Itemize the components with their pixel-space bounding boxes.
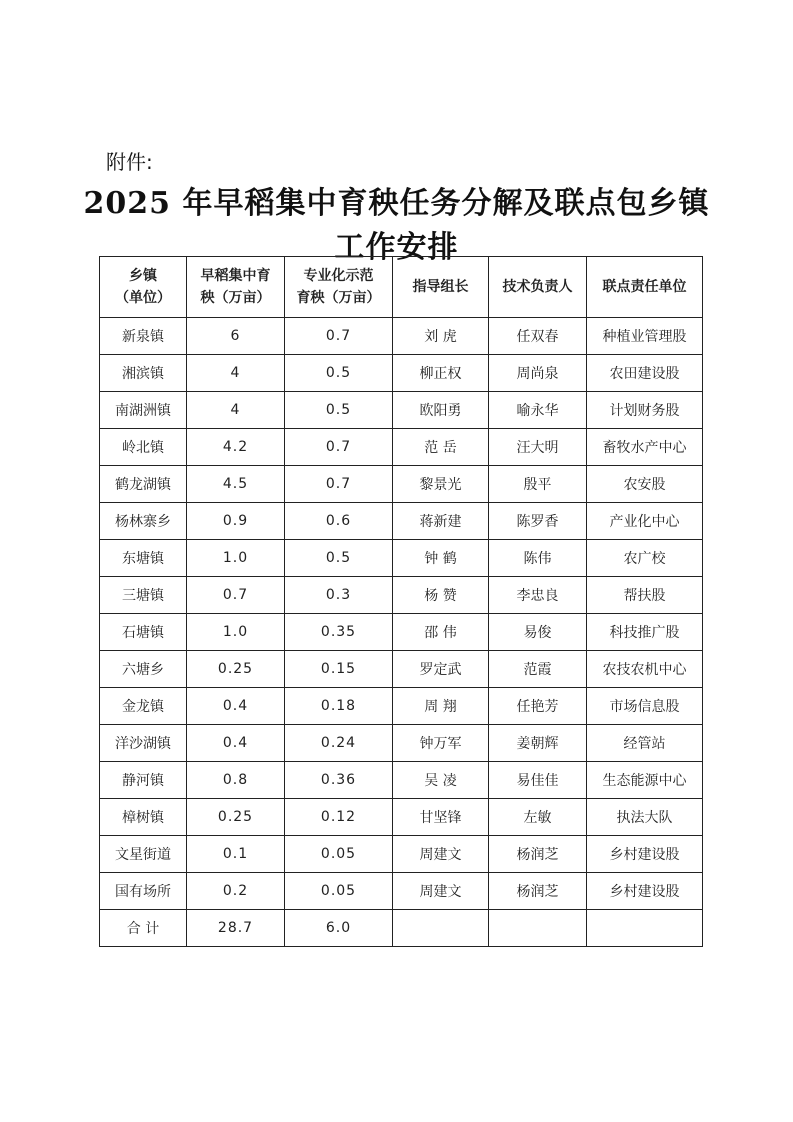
cell-town: 三塘镇 bbox=[100, 577, 187, 614]
header-demo bbox=[285, 257, 393, 318]
cell-tech: 喻永华 bbox=[489, 392, 587, 429]
table-row bbox=[100, 873, 703, 910]
cell-tech: 易佳佳 bbox=[489, 762, 587, 799]
header-town bbox=[100, 257, 187, 318]
cell-demo: 0.6 bbox=[285, 503, 393, 540]
cell-early: 0.4 bbox=[187, 688, 285, 725]
table-header bbox=[100, 257, 703, 318]
cell-unit: 生态能源中心 bbox=[587, 762, 703, 799]
cell-demo: 0.5 bbox=[285, 355, 393, 392]
header-tech-line1: 技术负责人 bbox=[502, 279, 573, 295]
cell-demo: 0.7 bbox=[285, 318, 393, 355]
cell-town: 六塘乡 bbox=[100, 651, 187, 688]
cell-demo: 0.5 bbox=[285, 392, 393, 429]
cell-early: 0.8 bbox=[187, 762, 285, 799]
cell-early: 4 bbox=[187, 392, 285, 429]
cell-leader: 甘坚锋 bbox=[393, 799, 489, 836]
cell-tech: 汪大明 bbox=[489, 429, 587, 466]
cell-leader: 黎景光 bbox=[393, 466, 489, 503]
cell-demo: 0.05 bbox=[285, 873, 393, 910]
cell-town: 新泉镇 bbox=[100, 318, 187, 355]
header-leader bbox=[393, 257, 489, 318]
header-town-line2: （单位） bbox=[115, 290, 171, 306]
cell-tech: 杨润芝 bbox=[489, 873, 587, 910]
cell-early: 1.0 bbox=[187, 614, 285, 651]
header-unit-line1: 联点责任单位 bbox=[602, 279, 687, 295]
table-row bbox=[100, 836, 703, 873]
task-table bbox=[99, 256, 703, 947]
cell-town: 石塘镇 bbox=[100, 614, 187, 651]
table-row bbox=[100, 614, 703, 651]
cell-demo: 0.15 bbox=[285, 651, 393, 688]
cell-tech: 姜朝辉 bbox=[489, 725, 587, 762]
header-tech bbox=[489, 257, 587, 318]
cell-demo: 0.36 bbox=[285, 762, 393, 799]
cell-tech: 易俊 bbox=[489, 614, 587, 651]
cell-demo: 0.7 bbox=[285, 466, 393, 503]
header-unit bbox=[587, 257, 703, 318]
cell-unit: 种植业管理股 bbox=[587, 318, 703, 355]
cell-total-unit bbox=[587, 910, 703, 947]
cell-leader: 范 岳 bbox=[393, 429, 489, 466]
cell-town: 国有场所 bbox=[100, 873, 187, 910]
cell-early: 4 bbox=[187, 355, 285, 392]
cell-tech: 陈伟 bbox=[489, 540, 587, 577]
cell-total-early: 28.7 bbox=[187, 910, 285, 947]
cell-early: 0.1 bbox=[187, 836, 285, 873]
table-body bbox=[100, 318, 703, 947]
header-demo-line2: 育秧（万亩） bbox=[296, 290, 381, 306]
cell-town: 鹤龙湖镇 bbox=[100, 466, 187, 503]
header-demo-line1: 专业化示范 bbox=[303, 268, 374, 284]
cell-town: 樟树镇 bbox=[100, 799, 187, 836]
header-town-line1: 乡镇 bbox=[129, 268, 157, 284]
cell-leader: 蒋新建 bbox=[393, 503, 489, 540]
cell-unit: 农安股 bbox=[587, 466, 703, 503]
cell-leader: 周建文 bbox=[393, 836, 489, 873]
cell-early: 4.2 bbox=[187, 429, 285, 466]
cell-unit: 农田建设股 bbox=[587, 355, 703, 392]
document-title: 2025 年早稻集中育秧任务分解及联点包乡镇 bbox=[83, 186, 710, 221]
table-row bbox=[100, 799, 703, 836]
cell-leader: 罗定武 bbox=[393, 651, 489, 688]
cell-early: 0.25 bbox=[187, 651, 285, 688]
cell-tech: 任艳芳 bbox=[489, 688, 587, 725]
cell-leader: 柳正权 bbox=[393, 355, 489, 392]
cell-leader: 刘 虎 bbox=[393, 318, 489, 355]
cell-total-leader bbox=[393, 910, 489, 947]
cell-unit: 乡村建设股 bbox=[587, 873, 703, 910]
table-row bbox=[100, 688, 703, 725]
cell-demo: 0.18 bbox=[285, 688, 393, 725]
cell-demo: 0.05 bbox=[285, 836, 393, 873]
table-row bbox=[100, 503, 703, 540]
cell-unit: 执法大队 bbox=[587, 799, 703, 836]
cell-total-label: 合 计 bbox=[100, 910, 187, 947]
cell-leader: 周 翔 bbox=[393, 688, 489, 725]
table-row bbox=[100, 318, 703, 355]
cell-town: 金龙镇 bbox=[100, 688, 187, 725]
cell-leader: 吴 凌 bbox=[393, 762, 489, 799]
cell-unit: 乡村建设股 bbox=[587, 836, 703, 873]
cell-leader: 欧阳勇 bbox=[393, 392, 489, 429]
cell-demo: 0.5 bbox=[285, 540, 393, 577]
cell-total-demo: 6.0 bbox=[285, 910, 393, 947]
cell-demo: 0.3 bbox=[285, 577, 393, 614]
cell-early: 0.9 bbox=[187, 503, 285, 540]
cell-town: 岭北镇 bbox=[100, 429, 187, 466]
cell-leader: 钟 鹤 bbox=[393, 540, 489, 577]
cell-leader: 邵 伟 bbox=[393, 614, 489, 651]
cell-early: 0.25 bbox=[187, 799, 285, 836]
cell-leader: 杨 赞 bbox=[393, 577, 489, 614]
cell-early: 0.4 bbox=[187, 725, 285, 762]
cell-unit: 市场信息股 bbox=[587, 688, 703, 725]
header-early-rice bbox=[187, 257, 285, 318]
cell-tech: 殷平 bbox=[489, 466, 587, 503]
cell-town: 静河镇 bbox=[100, 762, 187, 799]
cell-town: 洋沙湖镇 bbox=[100, 725, 187, 762]
header-leader-line1: 指导组长 bbox=[412, 279, 469, 295]
cell-tech: 陈罗香 bbox=[489, 503, 587, 540]
header-row bbox=[100, 257, 703, 318]
attachment-label: 附件: bbox=[106, 150, 153, 174]
cell-early: 0.7 bbox=[187, 577, 285, 614]
cell-total-tech bbox=[489, 910, 587, 947]
cell-town: 南湖洲镇 bbox=[100, 392, 187, 429]
cell-unit: 畜牧水产中心 bbox=[587, 429, 703, 466]
cell-early: 4.5 bbox=[187, 466, 285, 503]
table-row bbox=[100, 577, 703, 614]
table-row bbox=[100, 540, 703, 577]
table-row bbox=[100, 392, 703, 429]
cell-town: 东塘镇 bbox=[100, 540, 187, 577]
cell-demo: 0.12 bbox=[285, 799, 393, 836]
cell-town: 杨林寨乡 bbox=[100, 503, 187, 540]
cell-tech: 左敏 bbox=[489, 799, 587, 836]
cell-tech: 杨润芝 bbox=[489, 836, 587, 873]
header-early-line1: 早稻集中育 bbox=[200, 268, 271, 284]
cell-early: 1.0 bbox=[187, 540, 285, 577]
cell-unit: 科技推广股 bbox=[587, 614, 703, 651]
cell-leader: 周建文 bbox=[393, 873, 489, 910]
cell-unit: 计划财务股 bbox=[587, 392, 703, 429]
table-row bbox=[100, 429, 703, 466]
cell-unit: 帮扶股 bbox=[587, 577, 703, 614]
cell-early: 0.2 bbox=[187, 873, 285, 910]
cell-demo: 0.7 bbox=[285, 429, 393, 466]
table-row bbox=[100, 725, 703, 762]
document-title-line2: 工作安排 bbox=[334, 230, 459, 265]
cell-tech: 范霞 bbox=[489, 651, 587, 688]
cell-unit: 产业化中心 bbox=[587, 503, 703, 540]
table-row bbox=[100, 651, 703, 688]
cell-unit: 农技农机中心 bbox=[587, 651, 703, 688]
cell-leader: 钟万军 bbox=[393, 725, 489, 762]
header-early-line2: 秧（万亩） bbox=[200, 290, 271, 306]
total-row bbox=[100, 910, 703, 947]
cell-tech: 任双春 bbox=[489, 318, 587, 355]
cell-town: 湘滨镇 bbox=[100, 355, 187, 392]
cell-unit: 经管站 bbox=[587, 725, 703, 762]
table-row bbox=[100, 466, 703, 503]
table-row bbox=[100, 762, 703, 799]
table-row bbox=[100, 355, 703, 392]
cell-tech: 周尚泉 bbox=[489, 355, 587, 392]
cell-tech: 李忠良 bbox=[489, 577, 587, 614]
cell-unit: 农广校 bbox=[587, 540, 703, 577]
cell-demo: 0.35 bbox=[285, 614, 393, 651]
cell-town: 文星街道 bbox=[100, 836, 187, 873]
cell-early: 6 bbox=[187, 318, 285, 355]
cell-demo: 0.24 bbox=[285, 725, 393, 762]
